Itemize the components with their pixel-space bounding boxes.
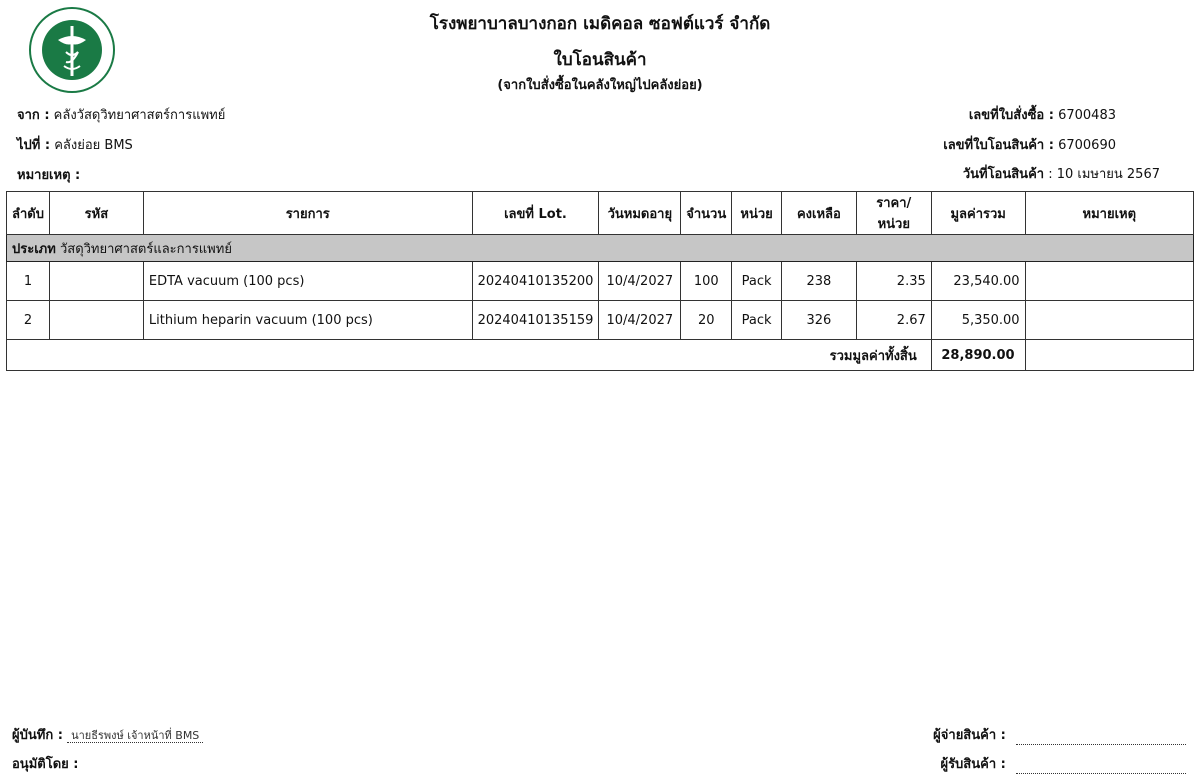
from-label: จาก : — [17, 108, 50, 123]
col-header-lot: เลขที่ Lot. — [472, 192, 599, 235]
grand-total-label: รวมมูลค่าทั้งสิ้น — [7, 340, 932, 371]
table-row — [7, 301, 1194, 340]
items-table — [6, 191, 1194, 371]
col-header-qty: จำนวน — [681, 192, 732, 235]
date-label: วันที่โอนสินค้า — [962, 167, 1045, 182]
receiver-field — [940, 753, 1186, 774]
to-label: ไปที่ : — [17, 138, 51, 153]
row-item: Lithium heparin vacuum (100 pcs) — [143, 301, 472, 340]
row-code — [49, 262, 143, 301]
row-exp: 10/4/2027 — [599, 301, 681, 340]
to-value: คลังย่อย BMS — [54, 138, 133, 153]
col-header-note: หมายเหตุ — [1025, 192, 1193, 235]
col-header-remain: คงเหลือ — [782, 192, 857, 235]
row-unit: Pack — [732, 301, 782, 340]
category-value: วัสดุวิทยาศาสตร์และการแพทย์ — [59, 241, 232, 257]
note-field — [17, 164, 80, 185]
issuer-signature-line — [1016, 744, 1186, 745]
recorder-signature: นายธีรพงษ์ เจ้าหน้าที่ BMS — [67, 729, 203, 743]
col-header-unit: หน่วย — [732, 192, 782, 235]
row-note — [1025, 301, 1193, 340]
approver-field — [12, 753, 78, 774]
row-remain: 238 — [782, 262, 857, 301]
transfer-value: 6700690 — [1058, 138, 1116, 153]
row-price: 2.35 — [856, 262, 931, 301]
receiver-label: ผู้รับสินค้า : — [940, 757, 1006, 772]
col-header-item: รายการ — [143, 192, 472, 235]
to-field — [17, 134, 133, 155]
row-total: 23,540.00 — [931, 262, 1025, 301]
row-no: 1 — [7, 262, 50, 301]
note-label: หมายเหตุ : — [17, 168, 81, 183]
col-header-price: ราคา/หน่วย — [856, 192, 931, 235]
approver-label: อนุมัติโดย : — [12, 757, 79, 772]
from-value: คลังวัสดุวิทยาศาสตร์การแพทย์ — [53, 108, 226, 123]
row-lot: 20240410135200 — [472, 262, 599, 301]
po-value: 6700483 — [1058, 108, 1116, 123]
issuer-label: ผู้จ่ายสินค้า : — [933, 728, 1006, 743]
transfer-field — [943, 134, 1116, 155]
row-price: 2.67 — [856, 301, 931, 340]
row-lot: 20240410135159 — [472, 301, 599, 340]
po-label: เลขที่ใบสั่งซื้อ : — [968, 108, 1054, 123]
po-field — [969, 104, 1116, 125]
recorder-field — [12, 724, 203, 745]
doc-subtitle: (จากใบสั่งซื้อในคลังใหญ่ไปคลังย่อย) — [497, 78, 703, 93]
table-header-row — [7, 192, 1194, 235]
row-code — [49, 301, 143, 340]
col-header-code: รหัส — [49, 192, 143, 235]
company-name: โรงพยาบาลบางกอก เมดิคอล ซอฟต์แวร์ จำกัด — [429, 14, 771, 34]
date-value: : 10 เมษายน 2567 — [1048, 167, 1160, 182]
category-label: ประเภท — [12, 241, 56, 257]
grand-total-row — [7, 340, 1194, 371]
category-row — [7, 235, 1194, 262]
row-total: 5,350.00 — [931, 301, 1025, 340]
issuer-field — [933, 724, 1186, 745]
recorder-label: ผู้บันทึก : — [12, 728, 63, 743]
row-no: 2 — [7, 301, 50, 340]
col-header-exp: วันหมดอายุ — [599, 192, 681, 235]
row-note — [1025, 262, 1193, 301]
date-field — [963, 163, 1160, 184]
grand-total-note — [1025, 340, 1193, 371]
category-cell — [7, 235, 1194, 262]
table-row — [7, 262, 1194, 301]
from-field — [17, 104, 225, 125]
grand-total-value: 28,890.00 — [931, 340, 1025, 371]
transfer-label: เลขที่ใบโอนสินค้า : — [943, 138, 1054, 153]
row-item: EDTA vacuum (100 pcs) — [143, 262, 472, 301]
row-remain: 326 — [782, 301, 857, 340]
col-header-no: ลำดับ — [7, 192, 50, 235]
col-header-total: มูลค่ารวม — [931, 192, 1025, 235]
row-exp: 10/4/2027 — [599, 262, 681, 301]
row-qty: 100 — [681, 262, 732, 301]
row-qty: 20 — [681, 301, 732, 340]
doc-title: ใบโอนสินค้า — [553, 50, 647, 70]
row-unit: Pack — [732, 262, 782, 301]
